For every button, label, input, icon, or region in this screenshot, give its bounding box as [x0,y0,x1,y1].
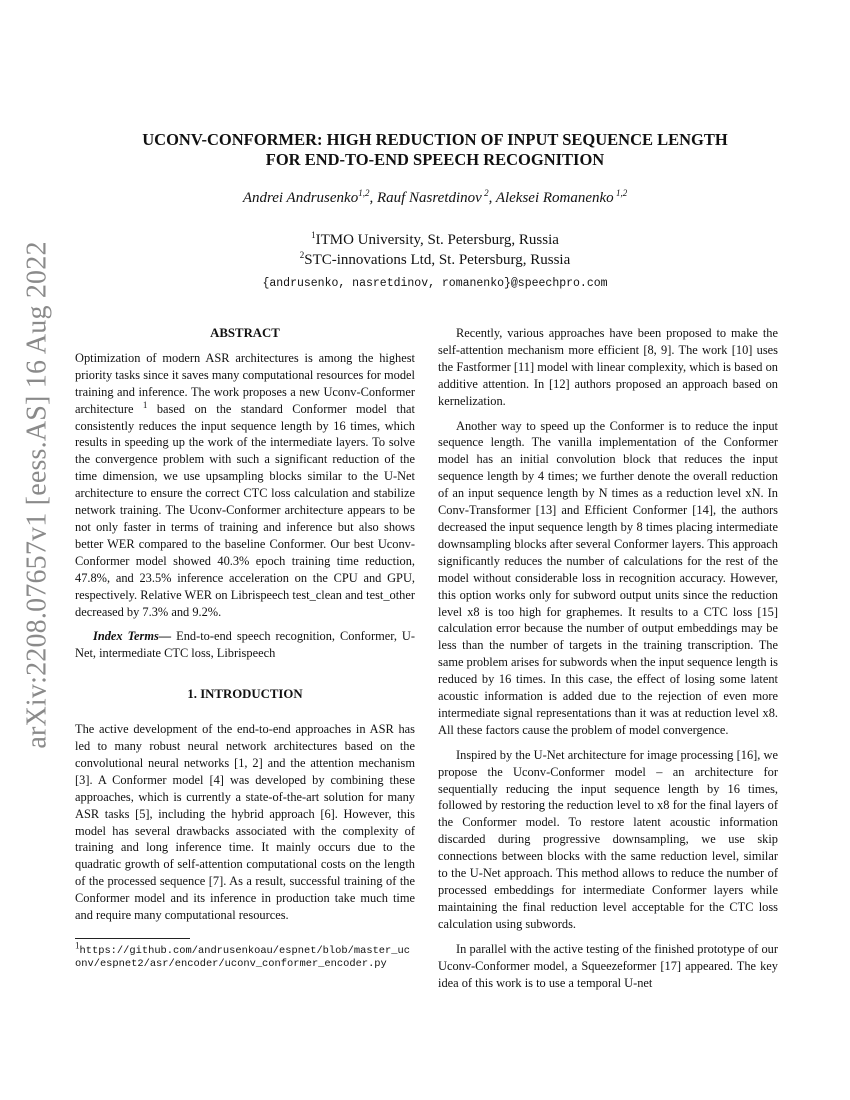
left-column [75,325,415,971]
author-name: Andrei Andrusenko [242,190,359,206]
affiliation-number: 2 [299,250,305,260]
paper-title [80,130,790,170]
author-affiliation-mark: 1,2 [358,188,370,198]
index-terms [75,628,415,662]
author-affiliation-mark: 1,2 [613,188,628,198]
abstract-text-part-1: Optimization of modern ASR architectures is among the highest priority tasks since it saves many computational resources for model training and inference. The work proposes a new Uconv-Conformer architecture [75,350,415,416]
author-emails: {andrusenko, nasretdinov, romanenko}@speechpro.com [262,277,608,290]
arxiv-identifier-stamp [18,241,58,749]
right-column [438,325,778,999]
footnote-url: https://github.com/andrusenkoau/espnet/blob/master_uconv/espnet2/asr/encoder/uconv_conformer_encoder.py [75,945,410,970]
footnote [75,940,415,971]
paper-title-line-2: FOR END-TO-END SPEECH RECOGNITION [265,150,605,169]
affiliations [80,230,790,294]
affiliation-text: STC-innovations Ltd, St. Petersburg, Russia [304,252,571,268]
author-list [80,190,790,207]
body-paragraph: In parallel with the active testing of the finished prototype of our Uconv-Conformer model, a Squeezeformer [17] appeared. The key idea of this work is to use a temporal U-net [438,941,778,990]
footnote-number: 1 [75,940,80,951]
footnote-reference: 1 [142,399,148,410]
abstract-paragraph [75,350,415,621]
footnote-divider [75,938,190,939]
author-name: Aleksei Romanenko [495,190,614,206]
affiliation-number: 1 [311,230,316,240]
author-affiliation-mark: 2 [481,188,489,198]
affiliation-line [80,230,790,250]
affiliation-text: ITMO University, St. Petersburg, Russia [315,232,559,248]
author-separator: , [488,190,496,206]
arxiv-identifier-text: arXiv:2208.07657v1 [eess.AS] 16 Aug 2022 [22,241,54,749]
abstract-heading: ABSTRACT [210,326,280,340]
index-terms-label: Index Terms— [93,629,172,644]
body-paragraph: Inspired by the U-Net architecture for image processing [16], we propose the Uconv-Conformer model – an architecture for sequentially reducing the input sequence length by 16 times, followed by restoring the reduction level to x8 for the final layers of the Conformer model. To restore latent acoustic information discarded during progressive downsampling, we use skip connections between blocks with the same reduction level, similar to the U-Net approach. This method allows to reduce the number of processed embeddings for intermediate Conformer layers while maintaining the final reduction level acceptable for the CTC loss calculation using subwords. [438,747,778,931]
author-name: Rauf Nasretdinov [376,190,482,206]
introduction-paragraph: The active development of the end-to-end approaches in ASR has led to many robust neural network architectures based on the convolutional neural networks [1, 2] and the attention mechanism [3]. A Conformer model [4] was developed by combining these approaches, which is currently a state-of-the-art solution for many ASR tasks [5], including the hybrid approach [6]. However, this model has several drawbacks associated with the complexity of training and long inference time. It mainly occurs due to the quadratic growth of self-attention computational costs on the length of the processed sequence [7]. As a result, successful training of the Conformer model and its inference in production take much time and require many computational resources. [75,722,415,923]
introduction-heading: 1. INTRODUCTION [187,687,303,702]
abstract-text-part-2: based on the standard Conformer model that consistently reduces the input sequence length by 16 times, which results in speeding up the work of the intermediate layers. To solve the convergence problem with such a significant reduction of the time dimension, we use upsampling blocks similar to the U-Net architecture to ensure the correct CTC loss calculation and stabilize network training. The Uconv-Conformer architecture appears to be not only faster in terms of training and inference but also shows better WER compared to the baseline Conformer. Our best Uconv-Conformer model showed 40.3% epoch training time reduction, 47.8%, and 23.5% inference acceleration on the CPU and GPU, respectively. Relative WER on Librispeech test_clean and test_other decreased by 7.3% and 9.2%. [75,401,415,619]
index-terms-text: End-to-end speech recognition, Conformer, U-Net, intermediate CTC loss, Librispeech [75,629,415,661]
affiliation-line [80,250,790,270]
paper-title-line-1: UCONV-CONFORMER: HIGH REDUCTION OF INPUT SEQUENCE LENGTH [142,130,728,149]
body-paragraph: Recently, various approaches have been proposed to make the self-attention mechanism more efficient [8, 9]. The work [10] uses the Fastformer [11] model with linear complexity, which is based on additive attention. In [12] authors proposed an approach based on kernelization. [438,326,778,408]
author-separator: , [369,190,377,206]
body-paragraph: Another way to speed up the Conformer is to reduce the input sequence length. The vanilla implementation of the Conformer model has an initial convolution block that reduces the input sequence length by 4 times; we further denote the overall reduction of an input sequence length by N times as a reduction level xN. In Conv-Transformer [13] and Efficient Conformer [14], the authors decreased the input sequence length by 8 times placing intermediate downsampling blocks after several Conformer layers. This approach significantly reduces the number of calculations for the rest of the model without considerable loss in recognition accuracy. However, this option works only for subword output units since the reduction level x8 is too high for graphemes. It results to a CTC loss [15] calculation error because the number of output embeddings may be less than the number of targets in the training transcription. The same problem arises for subwords when the input sequence length is reduced by 16 times. In this case, the effect of losing some latent acoustic information is added due to the rejection of even more intermediate signal representations than it was at reduction level x8. All these factors cause the problem of model convergence. [438,418,778,737]
